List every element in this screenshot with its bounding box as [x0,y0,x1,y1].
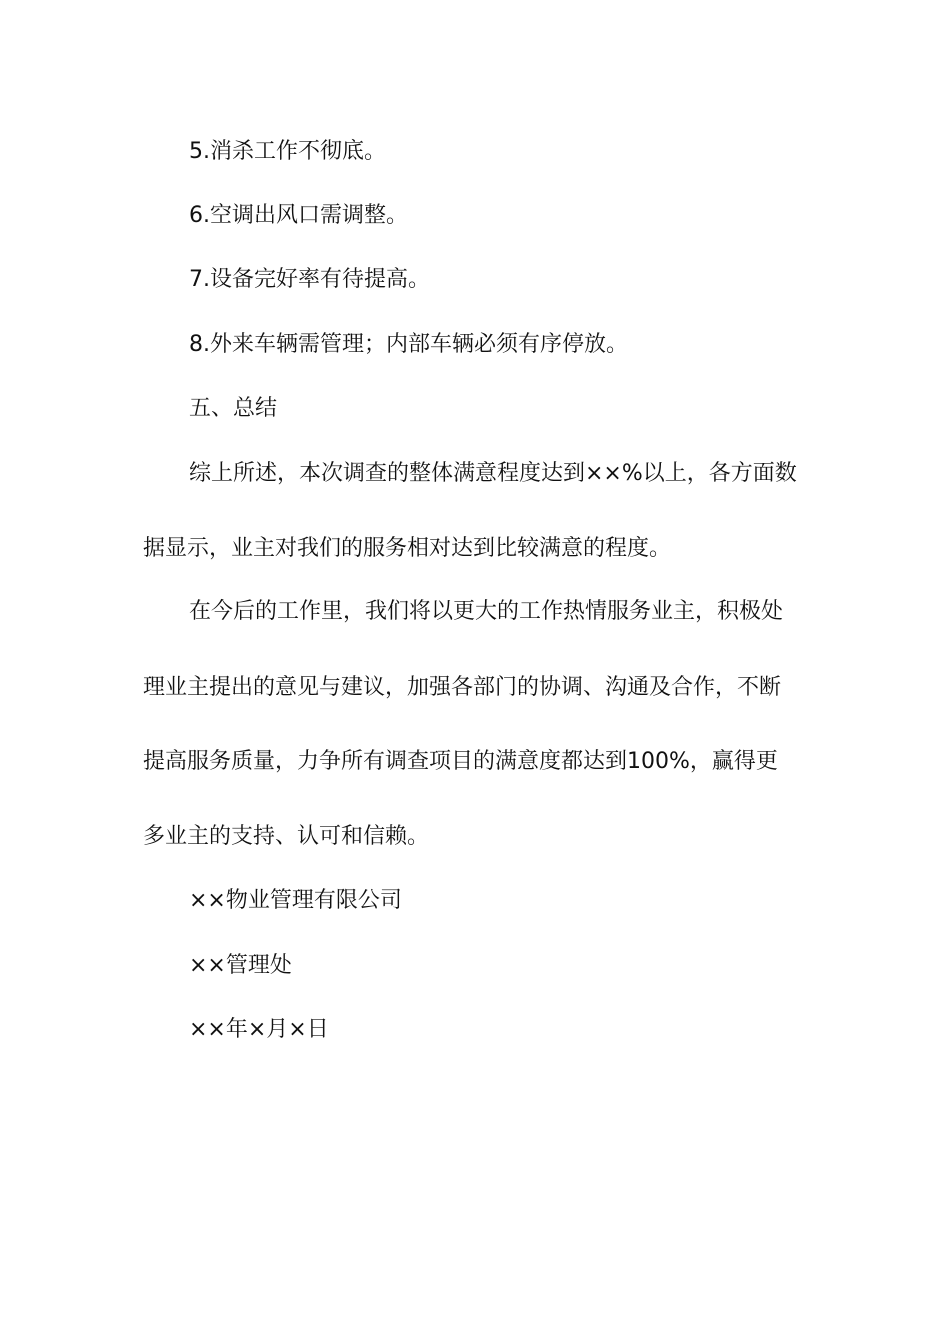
list-item-7: 7.设备完好率有待提高。 [189,267,430,292]
signature-department: ××管理处 [189,953,292,978]
paragraph-1-line-1: 综上所述，本次调查的整体满意程度达到××%以上，各方面数 [189,461,797,486]
paragraph-2-line-3: 提高服务质量，力争所有调查项目的满意度都达到100%，赢得更 [143,749,778,774]
signature-date: ××年×月×日 [189,1017,329,1042]
paragraph-2-line-4: 多业主的支持、认可和信赖。 [143,824,430,849]
signature-company: ××物业管理有限公司 [189,888,402,913]
list-item-5: 5.消杀工作不彻底。 [189,139,386,164]
paragraph-1-line-2: 据显示，业主对我们的服务相对达到比较满意的程度。 [143,536,672,561]
list-item-6: 6.空调出风口需调整。 [189,203,408,228]
list-item-8: 8.外来车辆需管理；内部车辆必须有序停放。 [189,332,628,357]
paragraph-2-line-2: 理业主提出的意见与建议，加强各部门的协调、沟通及合作，不断 [143,675,782,700]
paragraph-2-line-1: 在今后的工作里，我们将以更大的工作热情服务业主，积极处 [189,599,784,624]
section-heading: 五、总结 [189,396,278,421]
